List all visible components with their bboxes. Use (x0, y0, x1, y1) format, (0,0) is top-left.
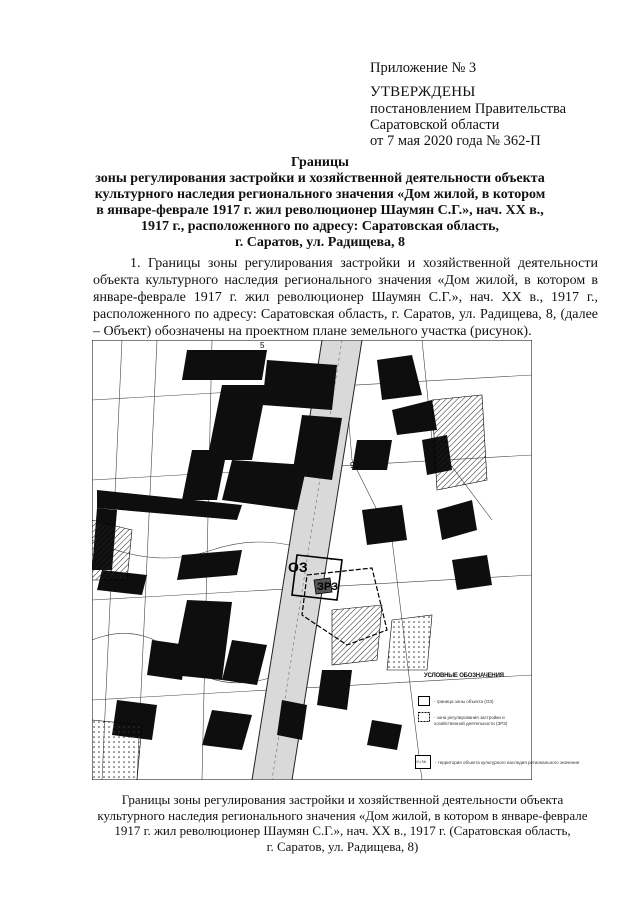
body-paragraph: 1. Границы зоны регулирования застройки и хозяйственной деятельности объекта культурного наследия регионального значения «Дом жилой, в котором в январе-феврале 1917 г. жил революционер Шаумян С.Г.», нач. XX в., 1917 г., расположенного по адресу: Саратовская область, г. Саратов, ул. Радищева, 8, (далее – Объект) обозначены на проектном плане земельного участка (рисунок). (93, 256, 598, 339)
title-line-1: Границы (291, 155, 349, 170)
header-appendix: Приложение № 3 (370, 60, 477, 76)
legend-symbol-oz (418, 696, 430, 706)
figure-caption (90, 792, 595, 854)
legend-item-oz: - граница зоны объекта (ОЗ) (434, 699, 494, 704)
title-line-2: зоны регулирования застройки и хозяйственной деятельности объекта (95, 171, 545, 186)
label-oz: ОЗ (288, 559, 308, 575)
title-line-4: в январе-феврале 1917 г. жил революционер Шаумян С.Г.», нач. XX в., (96, 203, 544, 218)
label-5: 5 (260, 341, 265, 350)
label-92: 92 (350, 461, 359, 470)
caption-line-3: 1917 г. жил революционер Шаумян С.Г.», нач. XX в., 1917 г. (Саратовская область, (114, 823, 571, 838)
header-region: Саратовской области (370, 117, 500, 133)
legend-item-object: - территория объекта культурного наследия регионального значения (435, 760, 580, 765)
legend-symbol-zrz (418, 712, 430, 722)
legend-item-zrz: - зона регулирования застройки и хозяйственной деятельности (ЗРЗ) (434, 715, 508, 726)
header-approved: УТВЕРЖДЕНЫ (370, 84, 476, 100)
caption-line-2: культурного наследия регионального значения «Дом жилой, в котором в январе-феврале (97, 807, 588, 823)
title-line-5: 1917 г., расположенного по адресу: Саратовская область, (140, 219, 500, 234)
legend-title: УСЛОВНЫЕ ОБОЗНАЧЕНИЯ (424, 673, 504, 679)
title-line-3: культурного наследия регионального значения «Дом жилой, в котором (94, 187, 546, 202)
legend-symbol-object-mark: Уч.№ (416, 759, 427, 764)
header-resolution: постановлением Правительства (370, 101, 567, 117)
header-date: от 7 мая 2020 года № 362-П (370, 133, 541, 149)
map-legend (410, 660, 580, 780)
title-line-6: г. Саратов, ул. Радищева, 8 (234, 235, 406, 250)
caption-line-4: г. Саратов, ул. Радищева, 8) (266, 838, 419, 854)
label-zrz: ЗРЗ (317, 581, 338, 593)
caption-line-1: Границы зоны регулирования застройки и хозяйственной деятельности объекта (121, 792, 564, 807)
